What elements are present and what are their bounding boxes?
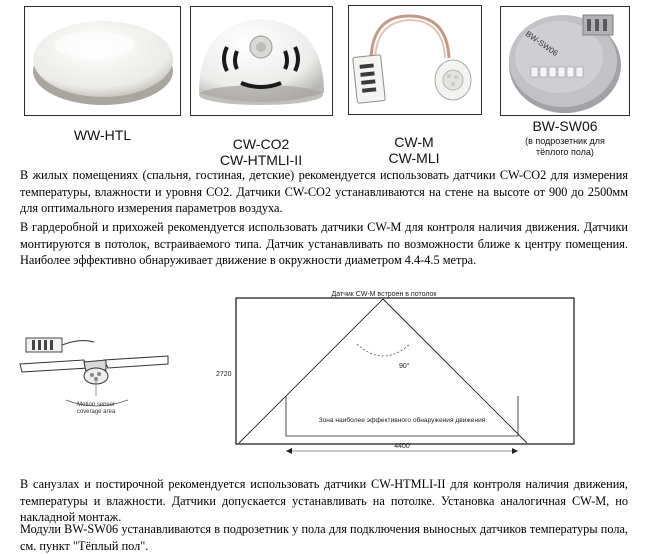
brand-label: BW-SW06 [523, 29, 560, 58]
motion-sensor-figure [18, 320, 170, 420]
detection-zone-svg [212, 284, 578, 459]
detection-diagram [212, 284, 578, 459]
coverage-label-line1: Motion sensor [77, 402, 115, 408]
caption-bw-sw06: BW-SW06 (в подрозетник для тёплого пола) [490, 118, 640, 158]
product-photo-ww-htl [24, 6, 181, 116]
product-photo-bw-sw06 [500, 6, 630, 116]
bw-sw06-module-image [501, 7, 629, 115]
caption-ww-htl: WW-HTL [73, 127, 132, 143]
caption-bw-sw06-note: (в подрозетник для тёплого пола) [525, 136, 605, 157]
angle-label: 90° [399, 363, 410, 370]
height-dimension-label: 2720 [216, 371, 232, 378]
product-photo-cw-m [348, 5, 482, 115]
paragraph-wardrobe: В гардеробной и прихожей рекомендуется использовать датчики CW-M для контроля наличия движения. Датчики монтируются в потолок, встраиваемого типа. Датчик устанавливать по возможности ближе к центру помещения. Наиболее эффективно обнаруживает движение в окружности диаметром 4.4-4.5 метра. [20, 220, 628, 267]
effective-zone-label: Зона наиболее эффективного обнаружения движения [318, 417, 486, 424]
width-dimension-label: 4400 [394, 443, 410, 450]
paragraph-bathrooms: В санузлах и постирочной рекомендуется использовать датчики CW-HTMLI-II для контроля наличия движения, температуры и влажности. Датчики допускается устанавливать на потолке. Установка аналогичная CW-M, но накладной монтаж. [20, 477, 628, 524]
cw-m-sensor-image [349, 6, 481, 114]
caption-cw-co2: CW-CO2 CW-HTMLI-II [219, 136, 303, 168]
coverage-label-line2: coverage area [76, 409, 116, 415]
round-sensor-image [25, 7, 180, 115]
motion-sensor-coverage-drawing [18, 320, 170, 420]
product-photo-cw-co2 [190, 6, 333, 116]
paragraph-living-rooms: В жилых помещениях (спальня, гостиная, детские) рекомендуется использовать датчики CW-CO2 для измерения температуры, влажности и уровня CO2. Датчики CW-CO2 устанавливаются на стене на высоте от 900 до 2500мм для оптимального измерения параметров воздуха. [20, 168, 628, 215]
dome-sensor-image [191, 7, 332, 115]
caption-cw-m: CW-M CW-MLI [388, 134, 440, 166]
paragraph-bw-sw06: Модули BW-SW06 устанавливаются в подрозетник у пола для подключения выносных датчиков температуры пола, см. пункт "Тёплый пол". [20, 522, 628, 553]
sensor-mount-label: Датчик CW-M встроен в потолок [331, 291, 437, 298]
